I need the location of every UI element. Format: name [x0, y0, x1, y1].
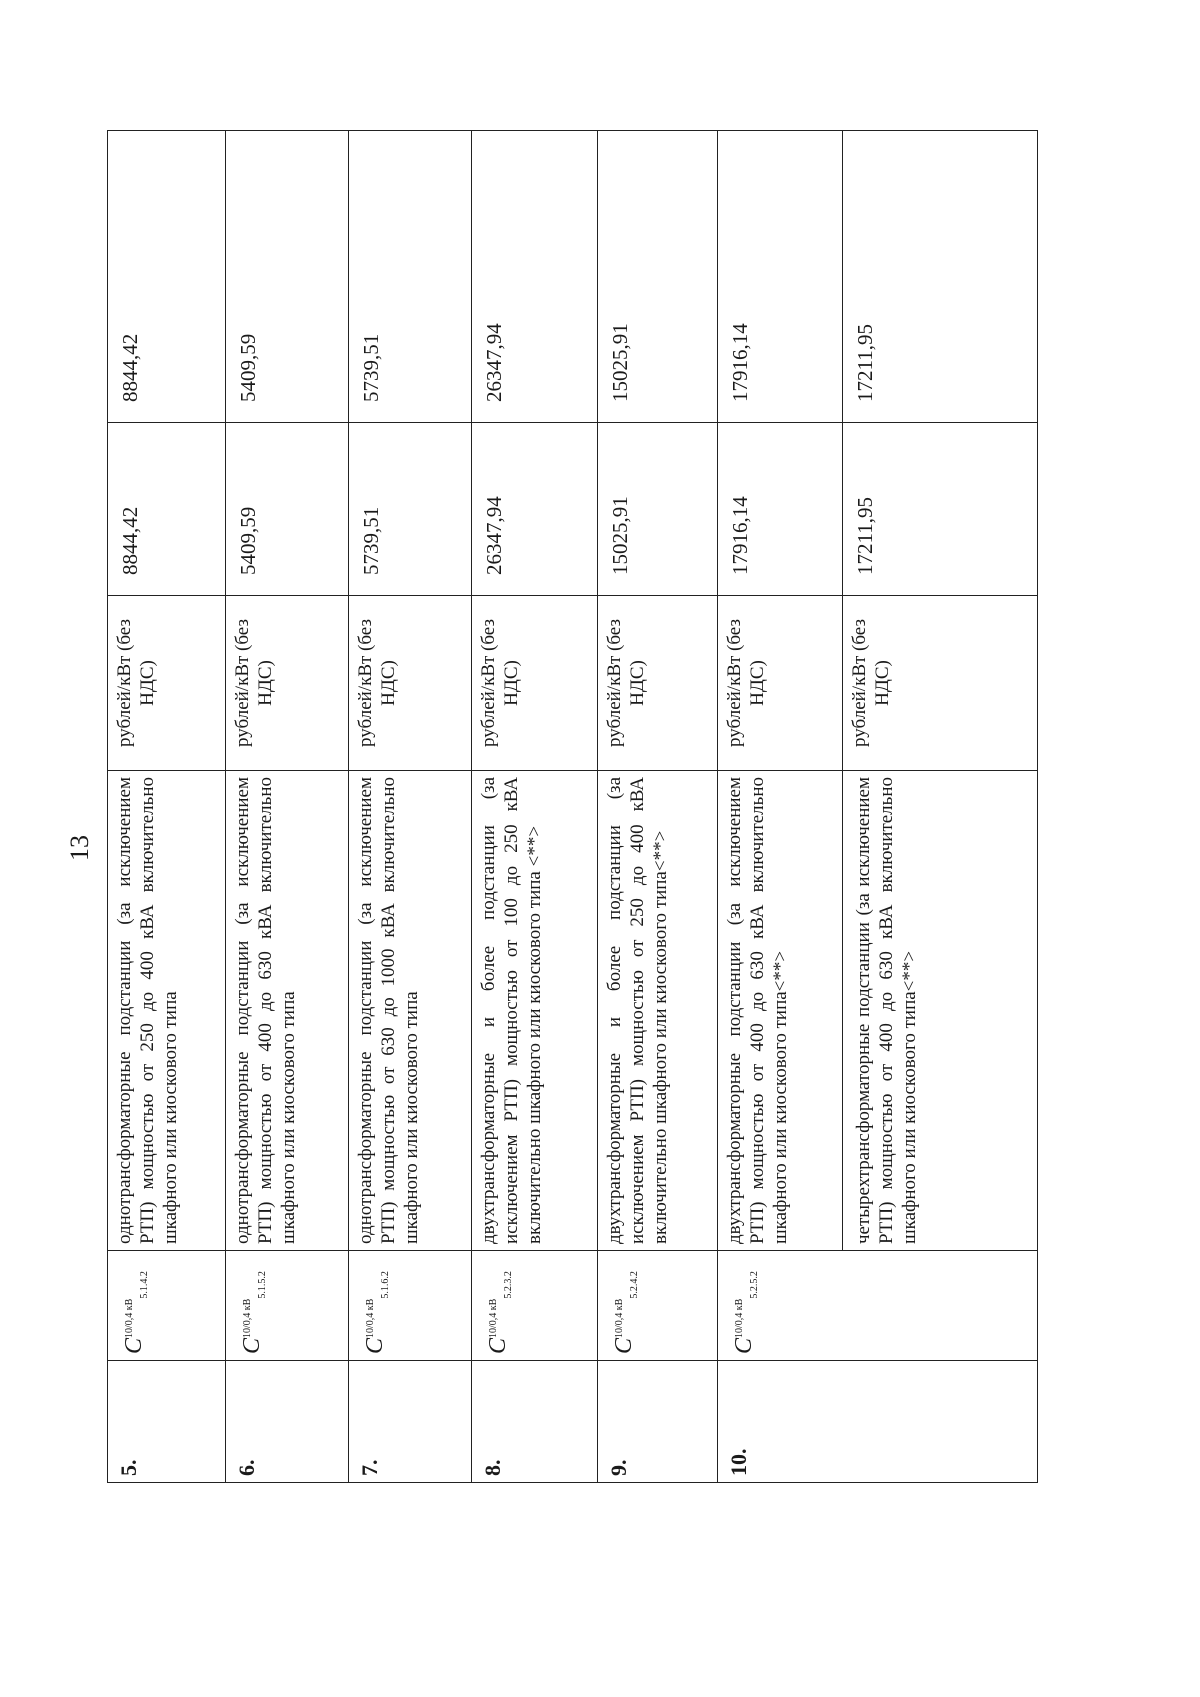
value-cell: 5739,51: [349, 131, 472, 423]
rate-code-voltage: 10/0,4 кВ: [734, 1298, 745, 1338]
value-cell: 8844,42: [108, 423, 226, 596]
rotated-tariff-table: [107, 131, 1037, 1483]
row-number: 9.: [598, 1361, 718, 1483]
page-number: 13: [65, 835, 94, 861]
value-cell: 5409,59: [226, 131, 349, 423]
table-row: [598, 131, 718, 1483]
value-cell: 15025,91: [598, 131, 718, 423]
value-cell: 26347,94: [472, 131, 598, 423]
rate-code-index: 5.1.6.2: [379, 1271, 391, 1299]
description-cell: двухтрансформаторные и более подстанции (за исключением РТП) мощностью от 100 до 250 кВА включительно шкафного или киоскового типа <**>: [472, 771, 598, 1251]
unit-cell: рублей/кВт (без НДС): [108, 596, 226, 771]
rate-code-index: 5.2.4.2: [628, 1271, 640, 1299]
row-number: 7.: [349, 1361, 472, 1483]
row-number: 5.: [108, 1361, 226, 1483]
rate-code-voltage: 10/0,4 кВ: [365, 1298, 376, 1338]
value-cell: 17211,95: [843, 423, 1038, 596]
unit-cell: рублей/кВт (без НДС): [226, 596, 349, 771]
rate-code: $C^{10/0,4 кВ}_{5.1.6.2}$: [349, 1251, 472, 1361]
tariff-table: [107, 130, 1038, 1483]
rate-code-index: 5.1.4.2: [138, 1271, 150, 1299]
rate-code-index: 5.2.5.2: [748, 1271, 760, 1299]
rate-code: $C^{10/0,4 кВ}_{5.1.4.2}$: [108, 1251, 226, 1361]
description-cell: четырехтрансформаторные подстанции (за исключением РТП) мощностью от 400 до 630 кВА включительно шкафного или киоскового типа<**>: [843, 771, 1038, 1251]
rate-code-index: 5.1.5.2: [256, 1271, 268, 1299]
rate-code-index: 5.2.3.2: [502, 1271, 514, 1299]
value-cell: 15025,91: [598, 423, 718, 596]
description-cell: двухтрансформаторные и более подстанции (за исключением РТП) мощностью от 250 до 400 кВА включительно шкафного или киоскового типа<**>: [598, 771, 718, 1251]
unit-cell: рублей/кВт (без НДС): [718, 596, 843, 771]
rate-code: $C^{10/0,4 кВ}_{5.2.3.2}$: [472, 1251, 598, 1361]
rate-code-voltage: 10/0,4 кВ: [488, 1298, 499, 1338]
value-cell: 26347,94: [472, 423, 598, 596]
value-cell: 8844,42: [108, 131, 226, 423]
rate-code: $C^{10/0,4 кВ}_{5.2.4.2}$: [598, 1251, 718, 1361]
table-row: [472, 131, 598, 1483]
description-cell: однотрансформаторные подстанции (за исключением РТП) мощностью от 630 до 1000 кВА включительно шкафного или киоскового типа: [349, 771, 472, 1251]
table-row: [108, 131, 226, 1483]
value-cell: 17916,14: [718, 131, 843, 423]
table-row: [718, 131, 843, 1483]
rate-code: $C^{10/0,4 кВ}_{5.1.5.2}$: [226, 1251, 349, 1361]
unit-cell: рублей/кВт (без НДС): [349, 596, 472, 771]
unit-cell: рублей/кВт (без НДС): [598, 596, 718, 771]
description-cell: однотрансформаторные подстанции (за исключением РТП) мощностью от 400 до 630 кВА включительно шкафного или киоскового типа: [226, 771, 349, 1251]
description-cell: двухтрансформаторные подстанции (за исключением РТП) мощностью от 400 до 630 кВА включительно шкафного или киоскового типа<**>: [718, 771, 843, 1251]
value-cell: 5409,59: [226, 423, 349, 596]
value-cell: 17211,95: [843, 131, 1038, 423]
table-row: [349, 131, 472, 1483]
unit-cell: рублей/кВт (без НДС): [843, 596, 1038, 771]
row-number: 10.: [718, 1361, 1038, 1483]
unit-cell: рублей/кВт (без НДС): [472, 596, 598, 771]
table-row: [226, 131, 349, 1483]
row-number: 8.: [472, 1361, 598, 1483]
rate-code: $C^{10/0,4 кВ}_{5.2.5.2}$: [718, 1251, 1038, 1361]
rate-code-voltage: 10/0,4 кВ: [614, 1298, 625, 1338]
row-number: 6.: [226, 1361, 349, 1483]
rate-code-voltage: 10/0,4 кВ: [242, 1298, 253, 1338]
value-cell: 17916,14: [718, 423, 843, 596]
value-cell: 5739,51: [349, 423, 472, 596]
rate-code-voltage: 10/0,4 кВ: [124, 1298, 135, 1338]
description-cell: однотрансформаторные подстанции (за исключением РТП) мощностью от 250 до 400 кВА включительно шкафного или киоскового типа: [108, 771, 226, 1251]
